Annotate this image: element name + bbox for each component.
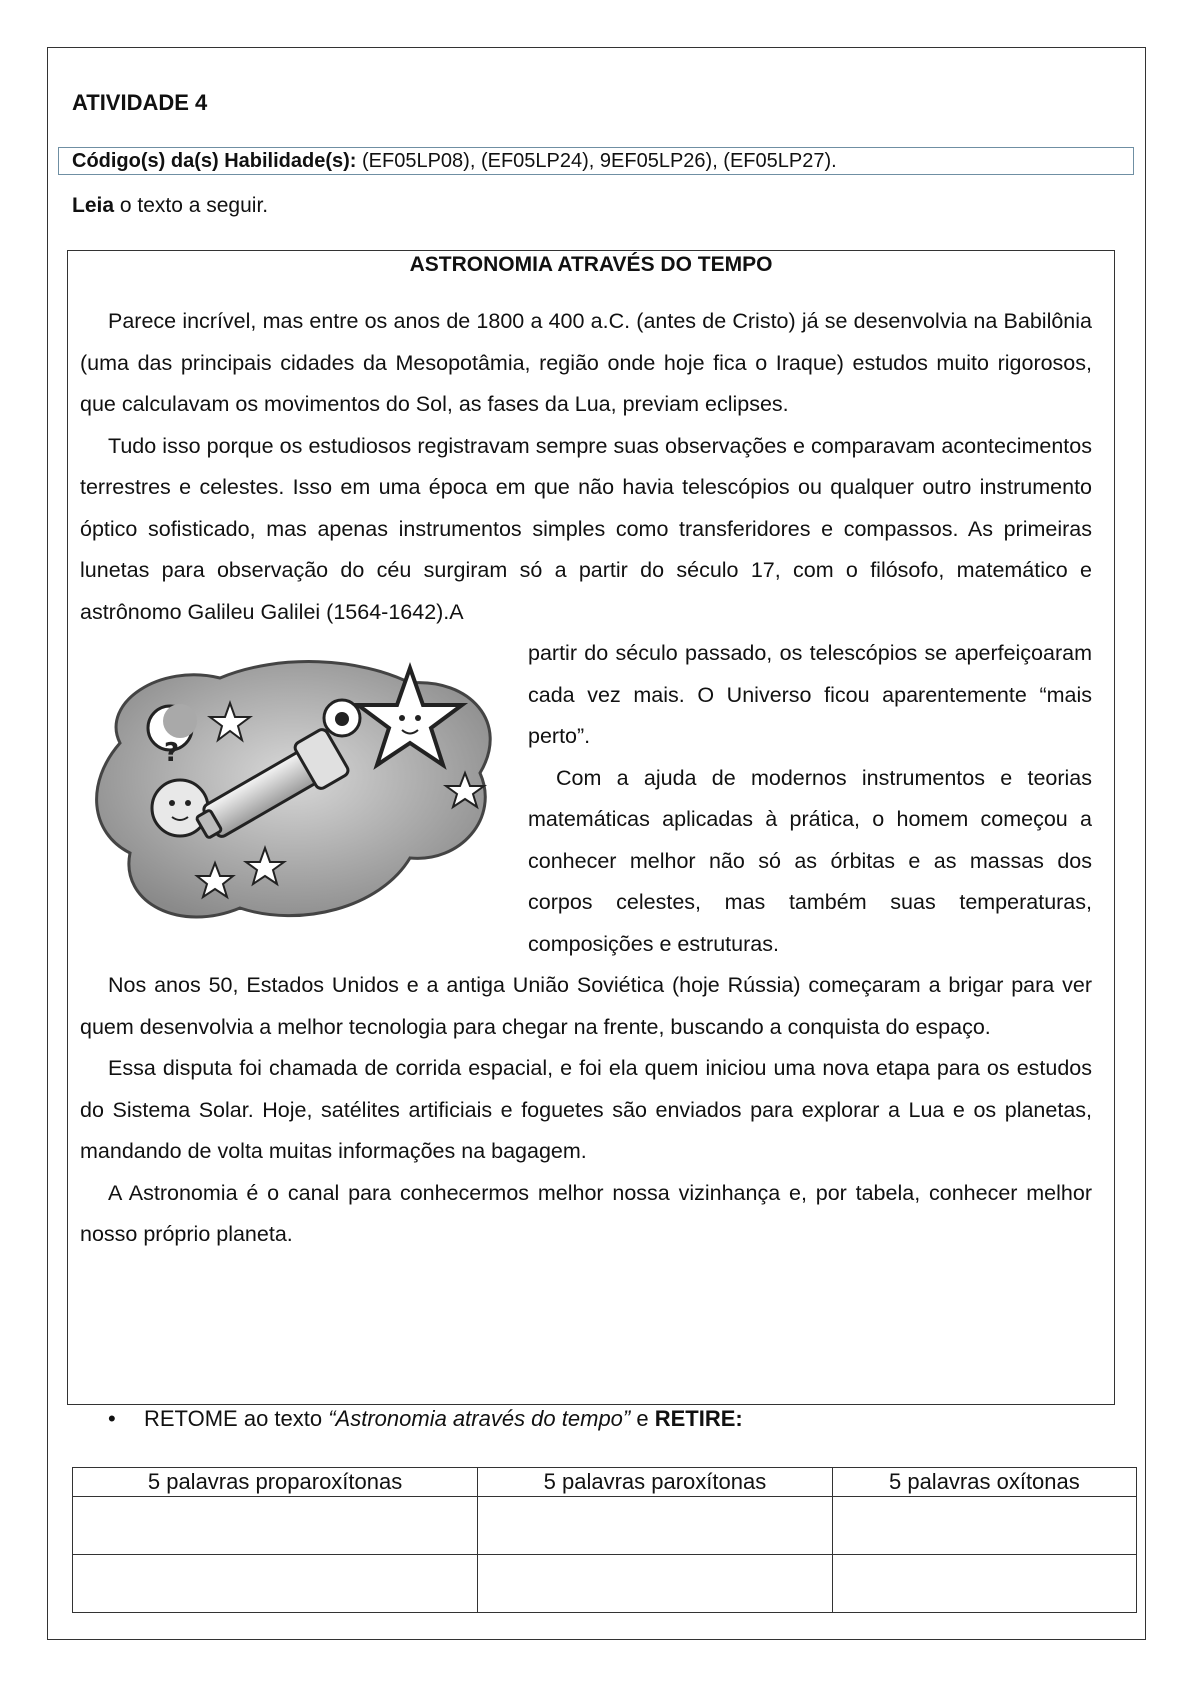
reading-instruction [72,194,268,218]
answer-cell[interactable] [73,1497,478,1555]
skills-box [58,147,1134,175]
task-middle: e [630,1406,655,1431]
header-proparoxitonas: 5 palavras proparoxítonas [73,1468,478,1497]
header-oxitonas: 5 palavras oxítonas [832,1468,1136,1497]
paragraph-2a: Tudo isso porque os estudiosos registravam sempre suas observações e comparavam acontecimentos terrestres e celestes. Isso em uma época em que não havia telescópios ou qualquer outro instrumento óptico sofisticado, mas apenas instrumentos simples como transferidores e compassos. As primeiras lunetas para observação do céu surgiram só a partir do século 17, com o filósofo, matemático e astrônomo Galileu Galilei (1564-1642).A [80,433,1092,624]
skills-label: Código(s) da(s) Habilidade(s): [72,150,357,172]
answer-cell[interactable] [478,1555,833,1613]
words-table [72,1467,1137,1613]
telescope-clipart-icon [80,633,512,963]
table-row [73,1497,1137,1555]
text-box [67,250,1115,1405]
instruction-bold: Leia [72,194,115,217]
answer-cell[interactable] [73,1555,478,1613]
header-paroxitonas: 5 palavras paroxítonas [478,1468,833,1497]
paragraph-4: Nos anos 50, Estados Unidos e a antiga União Soviética (hoje Rússia) começaram a brigar para ver quem desenvolvia a melhor tecnologia para chegar na frente, buscando a conquista do espaço. [80,973,1092,1039]
paragraph-6: A Astronomia é o canal para conhecermos melhor nossa vizinhança e, por tabela, conhecer melhor nosso próprio planeta. [80,1180,1092,1246]
svg-text:?: ? [164,738,180,768]
table-header-row [73,1468,1137,1497]
text-body [80,301,1092,1256]
skills-codes: (EF05LP08), (EF05LP24), 9EF05LP26), (EF05LP27). [356,150,837,172]
task-italic: “Astronomia através do tempo” [328,1406,631,1431]
paragraph-2b: partir do século passado, os telescópios se aperfeiçoaram cada vez mais. O Universo ficou aparentemente “mais perto”. [528,641,1092,748]
telescope-illustration [80,633,500,953]
bullet-point: • [108,1406,116,1431]
paragraph-1: Parece incrível, mas entre os anos de 1800 a 400 a.C. (antes de Cristo) já se desenvolvia na Babilônia (uma das principais cidades da Mesopotâmia, região onde hoje fica o Iraque) estudos muito rigorosos, que calculavam os movimentos do Sol, as fases da Lua, previam eclipses. [80,309,1092,416]
answer-cell[interactable] [478,1497,833,1555]
task-text [144,1406,743,1432]
paragraph-5: Essa disputa foi chamada de corrida espacial, e foi ela quem iniciou uma nova etapa para os estudos do Sistema Solar. Hoje, satélites artificiais e foguetes são enviados para explorar a Lua e os planetas, mandando de volta muitas informações na bagagem. [80,1056,1092,1163]
paragraph-3: Com a ajuda de modernos instrumentos e teorias matemáticas aplicadas à prática, o homem começou a conhecer melhor não só as órbitas e as massas dos corpos celestes, mas também suas temperaturas, composições e estruturas. [528,765,1092,956]
text-title: ASTRONOMIA ATRAVÉS DO TEMPO [409,253,773,276]
task-bold: RETIRE: [654,1406,743,1431]
instruction-rest: o texto a seguir. [114,194,269,217]
table-row [73,1555,1137,1613]
task-prefix: RETOME ao texto [144,1406,329,1431]
answer-cell[interactable] [832,1497,1136,1555]
answer-cell[interactable] [832,1555,1136,1613]
activity-title: ATIVIDADE 4 [72,90,208,115]
